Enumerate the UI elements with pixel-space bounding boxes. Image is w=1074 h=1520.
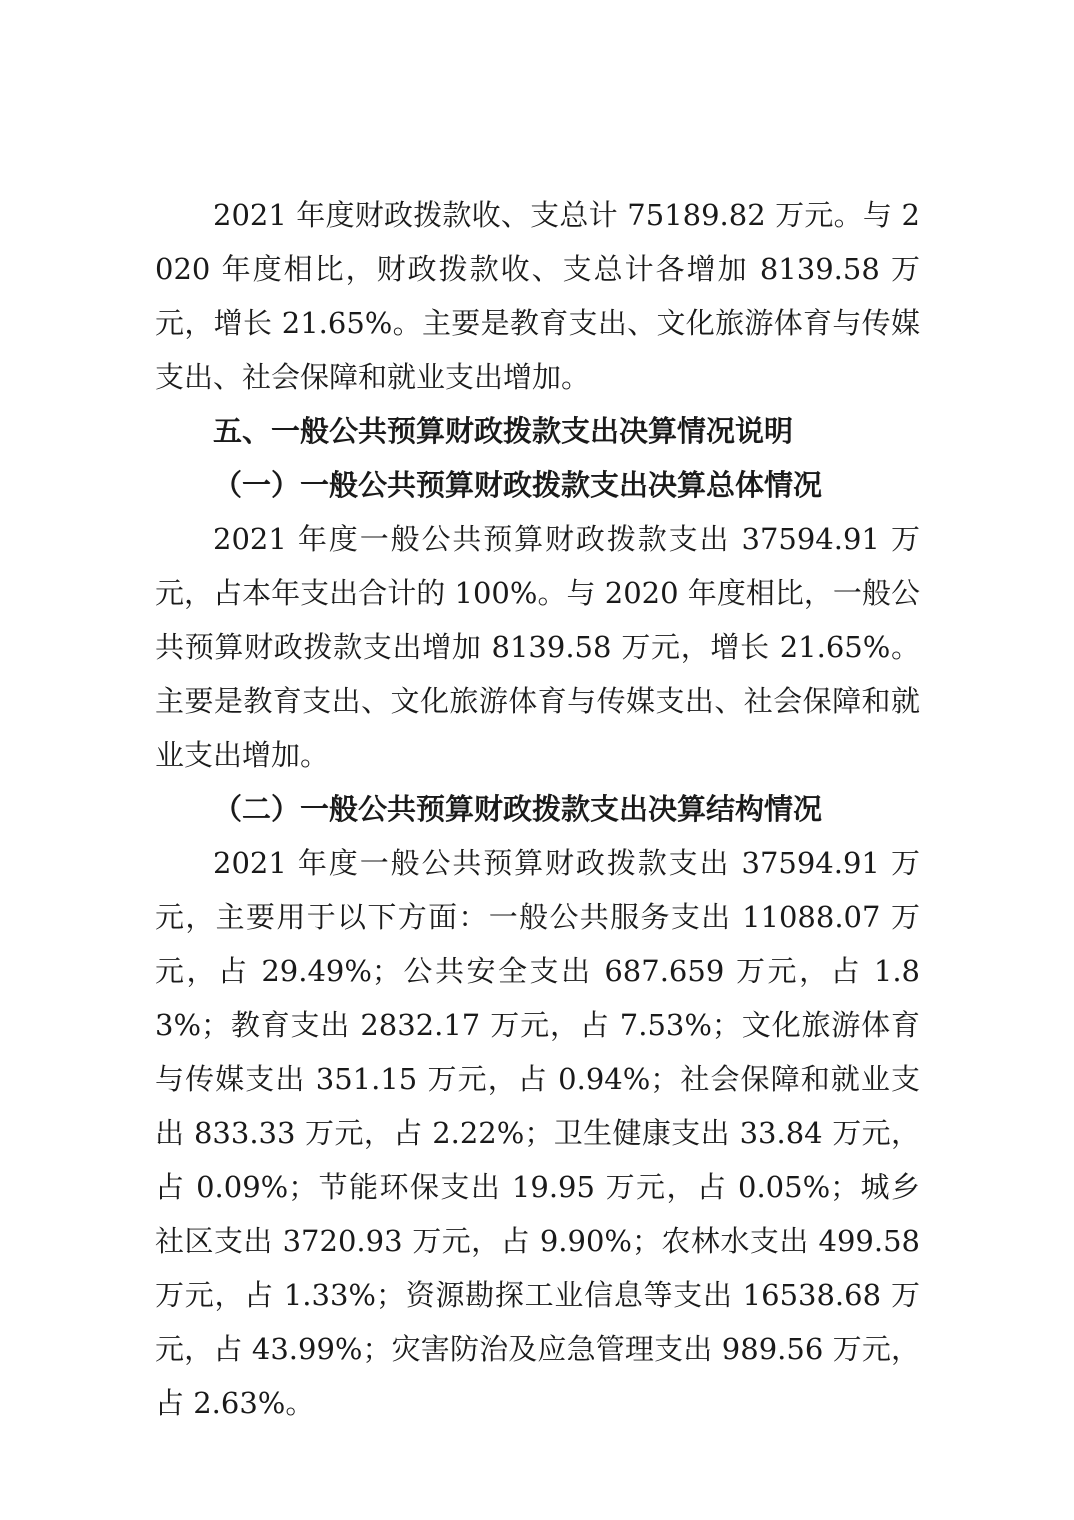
subsection-heading-structure: （二）一般公共预算财政拨款支出决算结构情况 (213, 792, 823, 826)
subsection-heading-overall: （一）一般公共预算财政拨款支出决算总体情况 (213, 468, 823, 502)
paragraph-total-appropriation: 2021 年度财政拨款收、支总计 75189.82 万元。与 2020 年度相比，财政拨款收、支总计各增加 8139.58 万元，增长 21.65%。主要是教育支出、文化旅游体育与传媒支出、社会保障和就业支出增加。 (155, 198, 920, 394)
paragraph-expenditure-structure: 2021 年度一般公共预算财政拨款支出 37594.91 万元，主要用于以下方面：一般公共服务支出 11088.07 万元，占 29.49%；公共安全支出 687.659 万元，占 1.83%；教育支出 2832.17 万元，占 7.53%；文化旅游体育与传媒支出 351.15 万元，占 0.94%；社会保障和就业支出 833.33 万元，占 2.22%；卫生健康支出 33.84 万元，占 0.09%；节能环保支出 19.95 万元，占 0.05%；城乡社区支出 3720.93 万元，占 9.90%；农林水支出 499.58 万元，占 1.33%；资源勘探工业信息等支出 16538.68 万元，占 43.99%；灾害防治及应急管理支出 989.56 万元，占 2.63%。 (155, 846, 920, 1420)
paragraph-overall-expenditure: 2021 年度一般公共预算财政拨款支出 37594.91 万元，占本年支出合计的 100%。与 2020 年度相比，一般公共预算财政拨款支出增加 8139.58 万元，增长 21.65%。主要是教育支出、文化旅游体育与传媒支出、社会保障和就业支出增加。 (155, 522, 920, 772)
document-page (155, 188, 920, 1430)
section-heading-general-budget-expenditure: 五、一般公共预算财政拨款支出决算情况说明 (213, 414, 794, 448)
